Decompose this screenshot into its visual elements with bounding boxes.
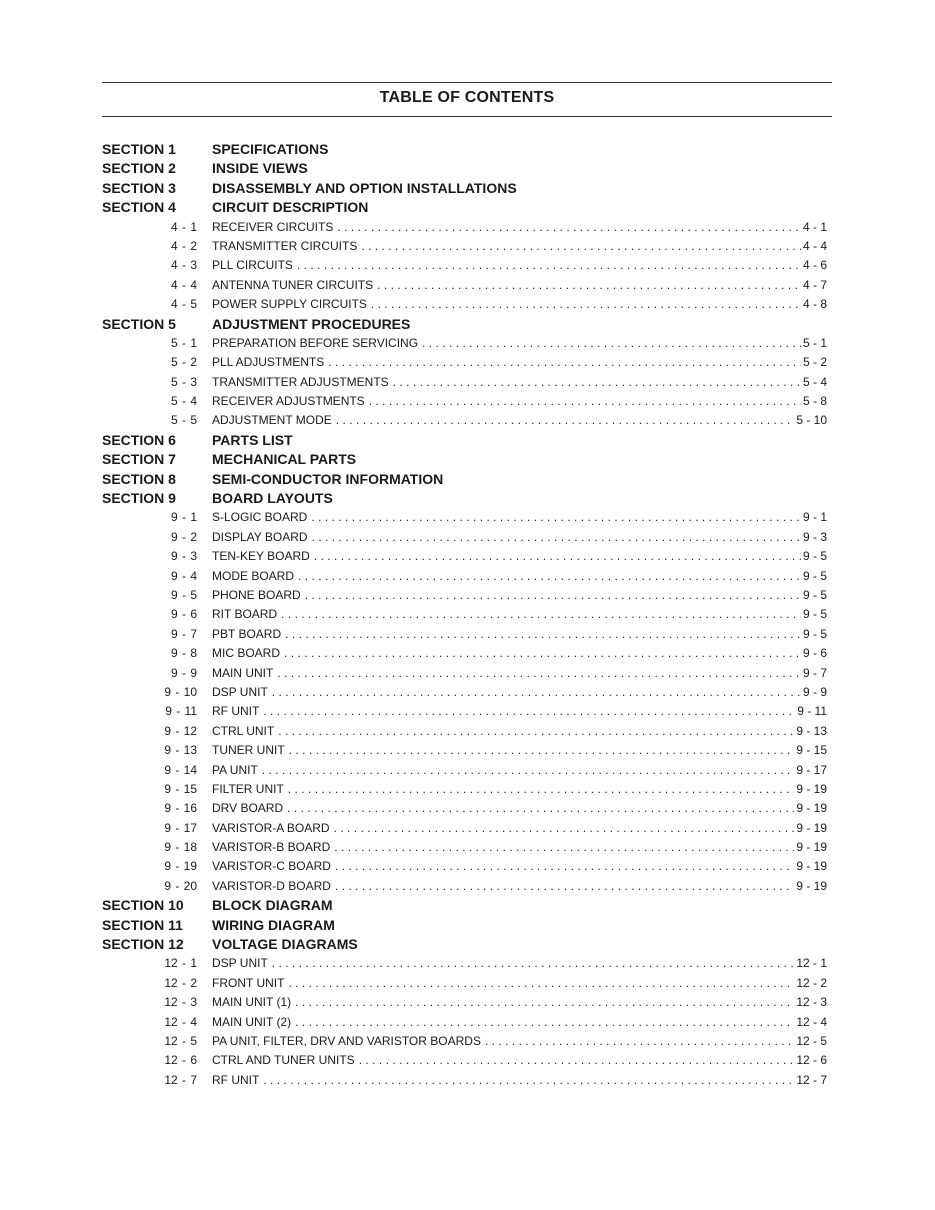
page-number: 9 - 17 xyxy=(796,762,827,777)
subsection-line xyxy=(212,859,827,873)
dot-leader xyxy=(334,821,795,835)
section-title: DISASSEMBLY AND OPTION INSTALLATIONS xyxy=(212,179,517,196)
subsection-line xyxy=(212,646,827,660)
subsection-title: CTRL UNIT xyxy=(212,724,278,738)
page-number: 9 - 13 xyxy=(796,723,827,738)
subsection-title: FRONT UNIT xyxy=(212,976,288,990)
subsection-number: 9 - 14 xyxy=(164,762,197,777)
page-number: 9 - 11 xyxy=(797,704,827,719)
subsection-title: DSP UNIT xyxy=(212,956,272,970)
page-number: 5 - 4 xyxy=(802,374,827,389)
toc-subsection-row xyxy=(0,547,935,566)
section-title: VOLTAGE DIAGRAMS xyxy=(212,936,358,953)
toc-section-row xyxy=(0,198,935,217)
subsection-title: RECEIVER CIRCUITS xyxy=(212,220,337,234)
dot-leader xyxy=(312,530,801,544)
section-number: SECTION 7 xyxy=(102,451,176,468)
subsection-number: 5 - 1 xyxy=(170,335,197,350)
dot-leader xyxy=(297,258,801,272)
toc-subsection-row xyxy=(0,373,935,392)
toc-subsection-row xyxy=(0,974,935,993)
page-number: 9 - 5 xyxy=(802,568,827,583)
page-number: 9 - 19 xyxy=(796,801,827,816)
section-number: SECTION 5 xyxy=(102,315,176,332)
subsection-number: 12 - 7 xyxy=(164,1072,197,1087)
page-number: 9 - 7 xyxy=(802,665,827,680)
page-number: 9 - 9 xyxy=(802,684,827,699)
section-title: ADJUSTMENT PROCEDURES xyxy=(212,315,411,332)
subsection-title: MIC BOARD xyxy=(212,646,284,660)
page-number: 12 - 7 xyxy=(796,1072,827,1087)
dot-leader xyxy=(295,1015,794,1029)
toc-subsection-row xyxy=(0,799,935,818)
subsection-line xyxy=(212,1034,827,1048)
subsection-number: 12 - 6 xyxy=(164,1053,197,1068)
subsection-line xyxy=(212,956,827,970)
section-number: SECTION 2 xyxy=(102,160,176,177)
subsection-number: 9 - 13 xyxy=(164,743,197,758)
subsection-line xyxy=(212,258,827,272)
subsection-number: 12 - 2 xyxy=(164,975,197,990)
subsection-title: VARISTOR-C BOARD xyxy=(212,859,335,873)
toc-section-row xyxy=(0,179,935,198)
subsection-line xyxy=(212,588,827,602)
page-number: 9 - 19 xyxy=(796,840,827,855)
toc-subsection-row xyxy=(0,780,935,799)
subsection-line xyxy=(212,840,827,854)
subsection-title: VARISTOR-B BOARD xyxy=(212,840,334,854)
page-number: 5 - 8 xyxy=(802,394,827,409)
subsection-line xyxy=(212,995,827,1009)
subsection-title: VARISTOR-D BOARD xyxy=(212,879,335,893)
page-number: 12 - 1 xyxy=(796,956,827,971)
page-number: 4 - 7 xyxy=(802,277,827,292)
subsection-title: PREPARATION BEFORE SERVICING xyxy=(212,336,422,350)
toc-subsection-row xyxy=(0,528,935,547)
dot-leader xyxy=(288,976,794,990)
subsection-title: DSP UNIT xyxy=(212,685,272,699)
toc-subsection-row xyxy=(0,276,935,295)
toc-subsection-row xyxy=(0,741,935,760)
subsection-line xyxy=(212,1015,827,1029)
toc-subsection-row xyxy=(0,664,935,683)
toc-subsection-row xyxy=(0,702,935,721)
section-number: SECTION 10 xyxy=(102,897,184,914)
toc-subsection-row xyxy=(0,567,935,586)
dot-leader xyxy=(298,569,801,583)
subsection-title: MAIN UNIT (1) xyxy=(212,995,295,1009)
toc-subsection-row xyxy=(0,411,935,430)
toc-subsection-row xyxy=(0,761,935,780)
page-number: 9 - 3 xyxy=(802,529,827,544)
toc-subsection-row xyxy=(0,625,935,644)
subsection-number: 9 - 17 xyxy=(164,820,197,835)
toc-subsection-row xyxy=(0,1051,935,1070)
section-title: WIRING DIAGRAM xyxy=(212,916,335,933)
subsection-line xyxy=(212,220,827,234)
subsection-title: CTRL AND TUNER UNITS xyxy=(212,1053,359,1067)
dot-leader xyxy=(422,336,801,350)
subsection-line xyxy=(212,685,827,699)
subsection-title: MAIN UNIT xyxy=(212,666,277,680)
toc-section-row xyxy=(0,140,935,159)
subsection-number: 9 - 15 xyxy=(164,781,197,796)
section-number: SECTION 9 xyxy=(102,490,176,507)
section-number: SECTION 4 xyxy=(102,199,176,216)
section-title: SEMI-CONDUCTOR INFORMATION xyxy=(212,470,444,487)
section-number: SECTION 11 xyxy=(102,916,183,933)
dot-leader xyxy=(277,666,801,680)
toc-subsection-row xyxy=(0,722,935,741)
toc-section-row xyxy=(0,159,935,178)
dot-leader xyxy=(334,840,794,854)
dot-leader xyxy=(263,1073,794,1087)
page-number: 9 - 6 xyxy=(802,646,827,661)
subsection-number: 4 - 3 xyxy=(170,258,197,273)
subsection-title: PLL CIRCUITS xyxy=(212,258,297,272)
subsection-number: 9 - 1 xyxy=(170,510,197,525)
toc-list xyxy=(0,140,935,1090)
subsection-number: 5 - 3 xyxy=(170,374,197,389)
subsection-title: MAIN UNIT (2) xyxy=(212,1015,295,1029)
subsection-line xyxy=(212,239,827,253)
dot-leader xyxy=(314,549,801,563)
subsection-line xyxy=(212,1053,827,1067)
subsection-number: 4 - 1 xyxy=(170,219,197,234)
dot-leader xyxy=(328,355,801,369)
page-number: 4 - 4 xyxy=(802,238,827,253)
subsection-number: 5 - 5 xyxy=(170,413,197,428)
subsection-title: ADJUSTMENT MODE xyxy=(212,413,336,427)
page-number: 12 - 3 xyxy=(796,995,827,1010)
subsection-line xyxy=(212,782,827,796)
subsection-line xyxy=(212,394,827,408)
subsection-title: FILTER UNIT xyxy=(212,782,288,796)
dot-leader xyxy=(278,724,794,738)
toc-subsection-row xyxy=(0,857,935,876)
subsection-line xyxy=(212,510,827,524)
dot-leader xyxy=(281,607,801,621)
subsection-number: 12 - 3 xyxy=(164,995,197,1010)
toc-section-row xyxy=(0,431,935,450)
subsection-line xyxy=(212,801,827,815)
page-number: 9 - 19 xyxy=(796,859,827,874)
subsection-line xyxy=(212,743,827,757)
subsection-number: 9 - 4 xyxy=(170,568,197,583)
subsection-line xyxy=(212,336,827,350)
dot-leader xyxy=(288,782,795,796)
subsection-number: 9 - 19 xyxy=(164,859,197,874)
toc-subsection-row xyxy=(0,683,935,702)
page-number: 9 - 1 xyxy=(802,510,827,525)
toc-section-row xyxy=(0,896,935,915)
page-number: 5 - 2 xyxy=(802,355,827,370)
subsection-title: RF UNIT xyxy=(212,1073,263,1087)
page-number: 9 - 5 xyxy=(802,607,827,622)
toc-section-row xyxy=(0,935,935,954)
subsection-line xyxy=(212,763,827,777)
subsection-title: PLL ADJUSTMENTS xyxy=(212,355,328,369)
page-number: 4 - 8 xyxy=(802,297,827,312)
toc-subsection-row xyxy=(0,877,935,896)
section-title: BLOCK DIAGRAM xyxy=(212,897,333,914)
subsection-title: PA UNIT, FILTER, DRV AND VARISTOR BOARDS xyxy=(212,1034,485,1048)
subsection-title: PHONE BOARD xyxy=(212,588,305,602)
dot-leader xyxy=(295,995,794,1009)
toc-subsection-row xyxy=(0,237,935,256)
page-number: 5 - 1 xyxy=(802,335,827,350)
toc-subsection-row xyxy=(0,256,935,275)
subsection-number: 12 - 5 xyxy=(164,1033,197,1048)
page-number: 9 - 5 xyxy=(802,587,827,602)
subsection-number: 4 - 4 xyxy=(170,277,197,292)
toc-subsection-row xyxy=(0,334,935,353)
subsection-line xyxy=(212,569,827,583)
toc-section-row xyxy=(0,916,935,935)
section-title: SPECIFICATIONS xyxy=(212,141,329,157)
page-number: 5 - 10 xyxy=(796,413,827,428)
page-number: 12 - 2 xyxy=(796,975,827,990)
toc-section-row xyxy=(0,315,935,334)
toc-section-row xyxy=(0,450,935,469)
subsection-line xyxy=(212,297,827,311)
subsection-title: DISPLAY BOARD xyxy=(212,530,312,544)
section-number: SECTION 8 xyxy=(102,470,176,487)
section-title: BOARD LAYOUTS xyxy=(212,490,333,507)
subsection-line xyxy=(212,704,827,718)
section-title: MECHANICAL PARTS xyxy=(212,451,357,468)
subsection-title: S-LOGIC BOARD xyxy=(212,510,311,524)
toc-subsection-row xyxy=(0,353,935,372)
section-number: SECTION 1 xyxy=(102,141,176,157)
subsection-number: 4 - 2 xyxy=(170,238,197,253)
subsection-line xyxy=(212,278,827,292)
subsection-line xyxy=(212,375,827,389)
page-number: 4 - 1 xyxy=(802,219,827,234)
toc-subsection-row xyxy=(0,1071,935,1090)
toc-subsection-row xyxy=(0,954,935,973)
dot-leader xyxy=(287,801,794,815)
subsection-number: 9 - 20 xyxy=(164,878,197,893)
toc-subsection-row xyxy=(0,644,935,663)
section-number: SECTION 12 xyxy=(102,936,184,953)
subsection-number: 12 - 4 xyxy=(164,1014,197,1029)
page-number: 12 - 4 xyxy=(796,1014,827,1029)
toc-subsection-row xyxy=(0,819,935,838)
toc-subsection-row xyxy=(0,508,935,527)
toc-subsection-row xyxy=(0,605,935,624)
subsection-title: TUNER UNIT xyxy=(212,743,289,757)
subsection-title: TRANSMITTER CIRCUITS xyxy=(212,239,361,253)
dot-leader xyxy=(284,646,801,660)
subsection-line xyxy=(212,549,827,563)
subsection-line xyxy=(212,724,827,738)
dot-leader xyxy=(336,413,795,427)
subsection-number: 9 - 16 xyxy=(164,801,197,816)
toc-section-row xyxy=(0,489,935,508)
toc-subsection-row xyxy=(0,993,935,1012)
subsection-line xyxy=(212,607,827,621)
dot-leader xyxy=(305,588,801,602)
subsection-number: 5 - 2 xyxy=(170,355,197,370)
page-number: 9 - 19 xyxy=(796,781,827,796)
dot-leader xyxy=(337,220,801,234)
page-number: 9 - 15 xyxy=(796,743,827,758)
dot-leader xyxy=(263,704,795,718)
toc-subsection-row xyxy=(0,586,935,605)
top-rule xyxy=(102,82,832,83)
subsection-line xyxy=(212,627,827,641)
toc-subsection-row xyxy=(0,1032,935,1051)
dot-leader xyxy=(335,879,794,893)
dot-leader xyxy=(272,956,795,970)
subsection-number: 9 - 3 xyxy=(170,549,197,564)
subsection-number: 4 - 5 xyxy=(170,297,197,312)
dot-leader xyxy=(377,278,801,292)
subsection-line xyxy=(212,666,827,680)
subsection-title: MODE BOARD xyxy=(212,569,298,583)
page-number: 9 - 19 xyxy=(796,820,827,835)
dot-leader xyxy=(359,1053,795,1067)
subsection-title: VARISTOR-A BOARD xyxy=(212,821,334,835)
subsection-title: POWER SUPPLY CIRCUITS xyxy=(212,297,371,311)
page-number: 12 - 6 xyxy=(796,1053,827,1068)
dot-leader xyxy=(285,627,801,641)
section-number: SECTION 3 xyxy=(102,179,176,196)
toc-subsection-row xyxy=(0,295,935,314)
dot-leader xyxy=(371,297,801,311)
section-title: PARTS LIST xyxy=(212,431,293,448)
dot-leader xyxy=(335,859,794,873)
subsection-number: 9 - 18 xyxy=(164,840,197,855)
page-number: 9 - 5 xyxy=(802,549,827,564)
section-title: INSIDE VIEWS xyxy=(212,160,308,177)
subsection-line xyxy=(212,530,827,544)
subsection-line xyxy=(212,413,827,427)
dot-leader xyxy=(361,239,801,253)
section-title: CIRCUIT DESCRIPTION xyxy=(212,199,369,216)
page-number: 9 - 19 xyxy=(796,878,827,893)
dot-leader xyxy=(289,743,795,757)
subsection-line xyxy=(212,821,827,835)
subsection-line xyxy=(212,1073,827,1087)
subsection-number: 9 - 5 xyxy=(170,587,197,602)
toc-subsection-row xyxy=(0,838,935,857)
toc-subsection-row xyxy=(0,218,935,237)
dot-leader xyxy=(262,763,795,777)
subsection-number: 5 - 4 xyxy=(170,394,197,409)
subsection-title: ANTENNA TUNER CIRCUITS xyxy=(212,278,377,292)
toc-subsection-row xyxy=(0,392,935,411)
toc-section-row xyxy=(0,470,935,489)
subsection-line xyxy=(212,879,827,893)
subsection-title: PBT BOARD xyxy=(212,627,285,641)
subsection-number: 9 - 9 xyxy=(170,665,197,680)
subsection-number: 9 - 8 xyxy=(170,646,197,661)
page-number: 9 - 5 xyxy=(802,626,827,641)
subsection-number: 9 - 2 xyxy=(170,529,197,544)
section-number: SECTION 6 xyxy=(102,431,176,448)
subsection-title: RF UNIT xyxy=(212,704,263,718)
dot-leader xyxy=(369,394,801,408)
subsection-title: RIT BOARD xyxy=(212,607,281,621)
subsection-number: 9 - 12 xyxy=(164,723,197,738)
subsection-number: 9 - 6 xyxy=(170,607,197,622)
dot-leader xyxy=(485,1034,794,1048)
subsection-title: TEN-KEY BOARD xyxy=(212,549,314,563)
subsection-title: PA UNIT xyxy=(212,763,262,777)
subsection-number: 12 - 1 xyxy=(164,956,197,971)
subsection-line xyxy=(212,976,827,990)
page-title: TABLE OF CONTENTS xyxy=(379,89,555,106)
subsection-title: RECEIVER ADJUSTMENTS xyxy=(212,394,369,408)
page-number: 12 - 5 xyxy=(796,1033,827,1048)
subsection-number: 9 - 11 xyxy=(165,704,197,719)
dot-leader xyxy=(311,510,801,524)
dot-leader xyxy=(272,685,801,699)
subsection-number: 9 - 7 xyxy=(170,626,197,641)
title-bottom-rule xyxy=(102,116,832,117)
subsection-title: DRV BOARD xyxy=(212,801,287,815)
subsection-line xyxy=(212,355,827,369)
subsection-number: 9 - 10 xyxy=(164,684,197,699)
page-number: 4 - 6 xyxy=(802,258,827,273)
subsection-title: TRANSMITTER ADJUSTMENTS xyxy=(212,375,393,389)
toc-subsection-row xyxy=(0,1013,935,1032)
dot-leader xyxy=(393,375,801,389)
